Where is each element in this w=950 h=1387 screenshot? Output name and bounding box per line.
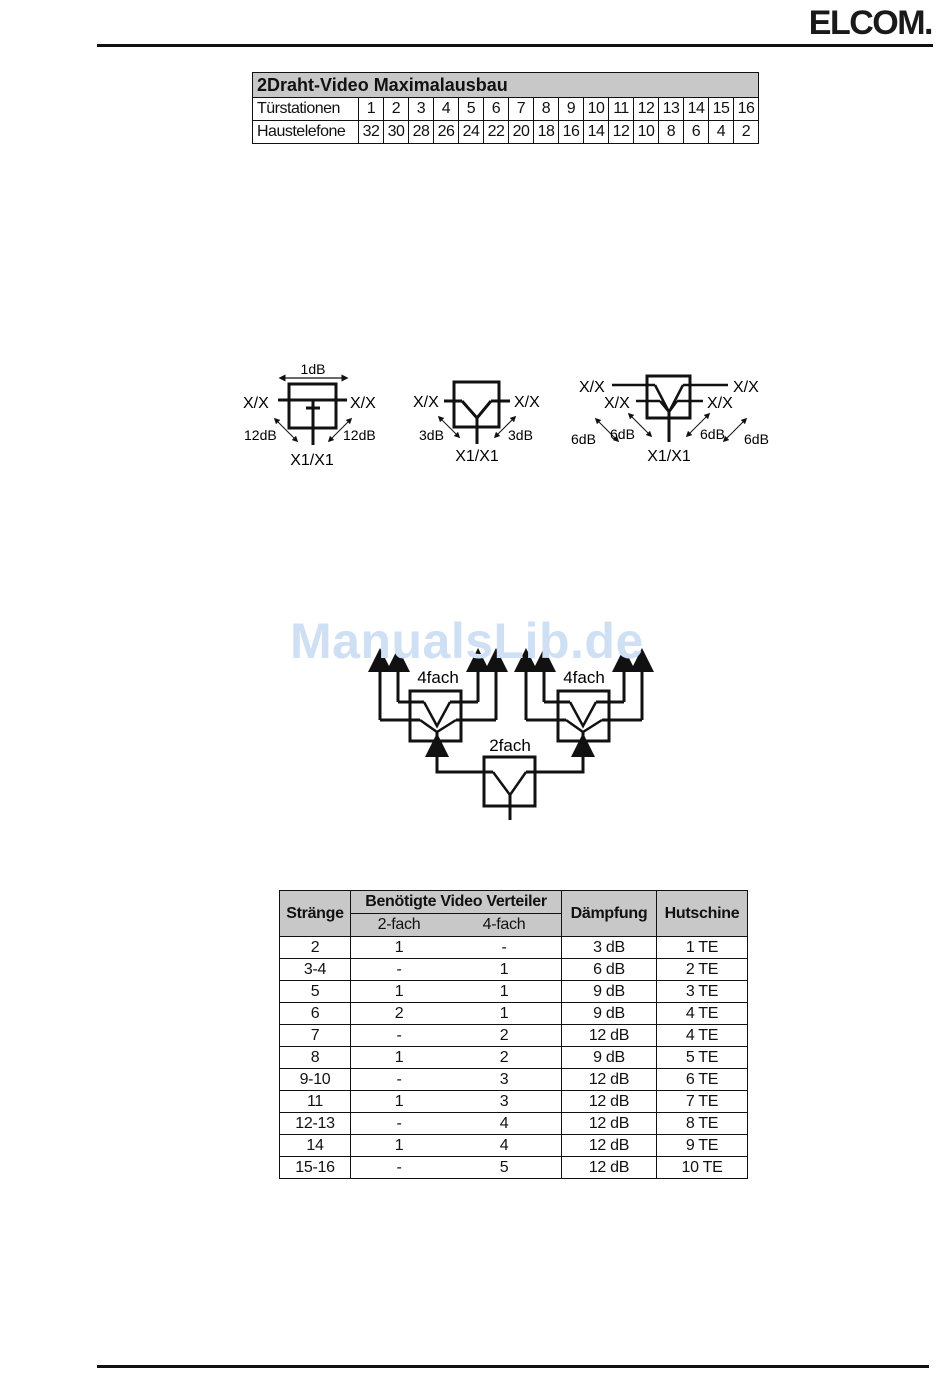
splitter4-out3: X/X [707, 395, 733, 412]
cascade-diagram [380, 660, 642, 820]
table-cell: 4 [434, 98, 459, 121]
tap-bottom-port: X1/X1 [290, 452, 334, 469]
table-row [280, 1025, 748, 1047]
table-row [280, 1047, 748, 1069]
table-cell: 20 [509, 121, 534, 144]
table-cell: 3 dB [562, 937, 657, 959]
table-cell: - [351, 1025, 448, 1047]
table-cell: 8 [280, 1047, 351, 1069]
table-cell: 4 TE [657, 1003, 748, 1025]
tap-loss-left: 12dB [244, 427, 277, 443]
splitter4-out1: X/X [579, 379, 605, 396]
table-cell: - [351, 1069, 448, 1091]
table-cell: 6 TE [657, 1069, 748, 1091]
table-cell: - [351, 1113, 448, 1135]
table-row [280, 937, 748, 959]
splitter-2-diagram [413, 382, 540, 465]
table-cell: 14 [584, 121, 609, 144]
table-cell: 11 [280, 1091, 351, 1113]
table-cell: 3-4 [280, 959, 351, 981]
tap-top-loss: 1dB [300, 361, 326, 377]
table-cell: 1 TE [657, 937, 748, 959]
splitter2-right-port: X/X [514, 394, 540, 411]
table-cell: 13 [659, 98, 684, 121]
distribution-table-body [280, 937, 748, 1179]
splitter4-loss1: 6dB [571, 431, 596, 447]
table-cell: 10 [634, 121, 659, 144]
table-row [280, 981, 748, 1003]
table-row [280, 1091, 748, 1113]
table-cell: 12 dB [562, 1025, 657, 1047]
table-cell: 12-13 [280, 1113, 351, 1135]
table-cell: 12 dB [562, 1091, 657, 1113]
header-distributors: Benötigte Video Verteiler [351, 891, 562, 914]
table-cell: 15-16 [280, 1157, 351, 1179]
table-cell: 1 [351, 1091, 448, 1113]
table-cell: 10 [584, 98, 609, 121]
table-cell: 3 TE [657, 981, 748, 1003]
table-cell: 9 dB [562, 1047, 657, 1069]
table-cell: 18 [534, 121, 559, 144]
table-cell: 22 [484, 121, 509, 144]
table-cell: 9 dB [562, 981, 657, 1003]
table-cell: 2 [351, 1003, 448, 1025]
table-cell: 9 [559, 98, 584, 121]
table-row [280, 1157, 748, 1179]
table-cell: 2 [280, 937, 351, 959]
table-cell: 2 [447, 1025, 562, 1047]
table-row [280, 1113, 748, 1135]
elcom-logo: ELCOM. [808, 4, 932, 42]
table-cell: 7 [509, 98, 534, 121]
table-cell: 2 [384, 98, 409, 121]
table-cell: 6 [280, 1003, 351, 1025]
splitter4-loss3: 6dB [700, 426, 725, 442]
table-cell: 1 [351, 1135, 448, 1157]
table-cell: 12 dB [562, 1157, 657, 1179]
table-cell: 2 TE [657, 959, 748, 981]
table-cell: 15 [709, 98, 734, 121]
table-cell: - [447, 937, 562, 959]
table-cell: 4 TE [657, 1025, 748, 1047]
table-cell: 12 [634, 98, 659, 121]
table-cell: 5 [280, 981, 351, 1003]
table-row [280, 1069, 748, 1091]
cascade-right-label: 4fach [563, 668, 605, 687]
table-cell: 1 [359, 98, 384, 121]
table-cell: 5 [459, 98, 484, 121]
cascade-bottom-label: 2fach [489, 736, 531, 755]
splitter4-out4: X/X [733, 379, 759, 396]
table-cell: 2 [734, 121, 759, 144]
splitter2-left-port: X/X [413, 394, 439, 411]
table-cell: 10 TE [657, 1157, 748, 1179]
table-cell: 24 [459, 121, 484, 144]
footer-rule [97, 1365, 929, 1368]
table-cell: 1 [351, 981, 448, 1003]
splitter4-loss4: 6dB [744, 431, 769, 447]
tap-left-port: X/X [243, 395, 269, 412]
watermark: ManualsLib.de [290, 613, 644, 669]
table-cell: 6 [484, 98, 509, 121]
table-cell: 16 [734, 98, 759, 121]
table-cell: 7 [280, 1025, 351, 1047]
table-cell: 2 [447, 1047, 562, 1069]
table-cell: 16 [559, 121, 584, 144]
distribution-table [279, 890, 748, 1179]
splitter4-bottom-port: X1/X1 [647, 448, 691, 465]
table-cell: 14 [280, 1135, 351, 1157]
header-four-way: 4-fach [447, 914, 562, 937]
table-cell: 1 [447, 959, 562, 981]
table-row [280, 1003, 748, 1025]
table-cell: 12 dB [562, 1113, 657, 1135]
table-cell: 3 [447, 1091, 562, 1113]
table-cell: 8 [534, 98, 559, 121]
table-cell: 9 dB [562, 1003, 657, 1025]
table-cell: 28 [409, 121, 434, 144]
splitter4-loss2: 6dB [610, 426, 635, 442]
table-cell: 7 TE [657, 1091, 748, 1113]
table-cell: 32 [359, 121, 384, 144]
table-cell: 9-10 [280, 1069, 351, 1091]
table-cell: 1 [447, 981, 562, 1003]
splitter-4-diagram [571, 376, 769, 465]
table-cell: 9 TE [657, 1135, 748, 1157]
table-cell: 5 [447, 1157, 562, 1179]
table-cell: 6 dB [562, 959, 657, 981]
table-cell: 3 [447, 1069, 562, 1091]
header-rail: Hutschine [657, 891, 748, 937]
table-cell: 4 [447, 1135, 562, 1157]
table-cell: 1 [351, 937, 448, 959]
table-row [280, 959, 748, 981]
splitter2-bottom-port: X1/X1 [455, 448, 499, 465]
header-attenuation: Dämpfung [562, 891, 657, 937]
table-cell: 8 TE [657, 1113, 748, 1135]
table-cell: 5 TE [657, 1047, 748, 1069]
splitter2-loss-left: 3dB [419, 427, 444, 443]
table-row [280, 1135, 748, 1157]
table-cell: 26 [434, 121, 459, 144]
table-cell: - [351, 959, 448, 981]
table-cell: 14 [684, 98, 709, 121]
splitter4-out2: X/X [604, 395, 630, 412]
table-cell: 11 [609, 98, 634, 121]
table-cell: 12 [609, 121, 634, 144]
table-cell: 12 dB [562, 1069, 657, 1091]
tap-loss-right: 12dB [343, 427, 376, 443]
table-cell: 6 [684, 121, 709, 144]
row-label: Haustelefone [253, 121, 359, 144]
header-two-way: 2-fach [351, 914, 448, 937]
tap-right-port: X/X [350, 395, 376, 412]
table-cell: 30 [384, 121, 409, 144]
cascade-left-label: 4fach [417, 668, 459, 687]
table-cell: 12 dB [562, 1135, 657, 1157]
table-cell: - [351, 1157, 448, 1179]
table-cell: 3 [409, 98, 434, 121]
table-cell: 1 [447, 1003, 562, 1025]
capacity-table-title: 2Draht-Video Maximalausbau [253, 73, 759, 98]
tap-diagram [243, 361, 376, 469]
splitter2-loss-right: 3dB [508, 427, 533, 443]
table-cell: 1 [351, 1047, 448, 1069]
header-strands: Stränge [280, 891, 351, 937]
table-cell: 4 [447, 1113, 562, 1135]
row-label: Türstationen [253, 98, 359, 121]
table-cell: 8 [659, 121, 684, 144]
table-cell: 4 [709, 121, 734, 144]
